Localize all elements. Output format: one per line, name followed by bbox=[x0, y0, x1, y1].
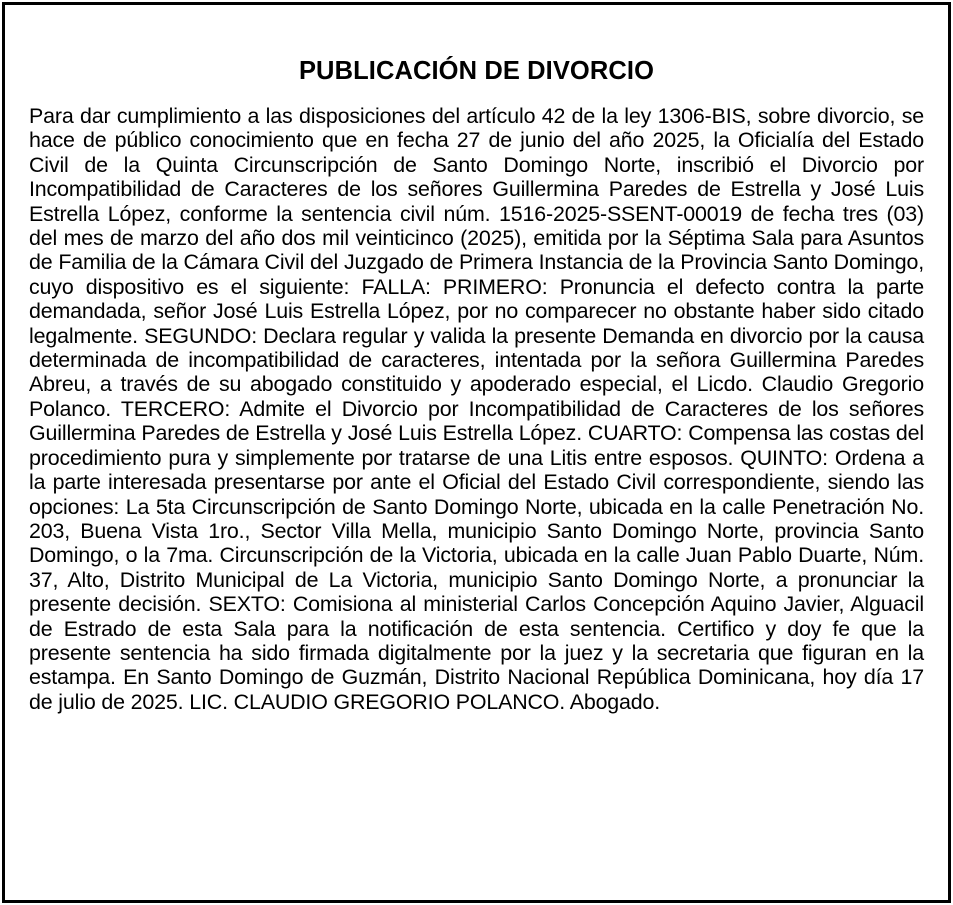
notice-frame bbox=[2, 2, 951, 903]
notice-title: PUBLICACIÓN DE DIVORCIO bbox=[298, 57, 655, 85]
notice-body: Para dar cumplimiento a las disposiciones del artículo 42 de la ley 1306-BIS, sobre divorcio, se hace de público conocimiento que en fecha 27 de junio del año 2025, la Oficialía del Estado Civil de la Quinta Circunscripción de Santo Domingo Norte, inscribió el Divorcio por Incompatibilidad de Caracteres de los señores Guillermina Paredes de Estrella y José Luis Estrella López, conforme la sentencia civil núm. 1516-2025-SSENT-00019 de fecha tres (03) del mes de marzo del año dos mil veinticinco (2025), emitida por la Séptima Sala para Asuntos de Familia de la Cámara Civil del Juzgado de Primera Instancia de la Provincia Santo Domingo, cuyo dispositivo es el siguiente: FALLA: PRIMERO: Pronuncia el defecto contra la parte demandada, señor José Luis Estrella López, por no comparecer no obstante haber sido citado legalmente. SEGUNDO: Declara regular y valida la presente Demanda en divorcio por la causa determinada de incompatibilidad de caracteres, intentada por la señora Guillermina Paredes Abreu, a través de su abogado constituido y apoderado especial, el Licdo. Claudio Gregorio Polanco. TERCERO: Admite el Divorcio por Incompatibilidad de Caracteres de los señores Guillermina Paredes de Estrella y José Luis Estrella López. CUARTO: Compensa las costas del procedimiento pura y simplemente por tratarse de una Litis entre esposos. QUINTO: Ordena a la parte interesada presentarse por ante el Oficial del Estado Civil correspondiente, siendo las opciones: La 5ta Circunscripción de Santo Domingo Norte, ubicada en la calle Penetración No. 203, Buena Vista 1ro., Sector Villa Mella, municipio Santo Domingo Norte, provincia Santo Domingo, o la 7ma. Circunscripción de la Victoria, ubicada en la calle Juan Pablo Duarte, Núm. 37, Alto, Distrito Municipal de La Victoria, municipio Santo Domingo Norte, a pronunciar la presente decisión. SEXTO: Comisiona al ministerial Carlos Concepción Aquino Javier, Alguacil de Estrado de esta Sala para la notificación de esta sentencia. Certifico y doy fe que la presente sentencia ha sido firmada digitalmente por la juez y la secretaria que figuran en la estampa. En Santo Domingo de Guzmán, Distrito Nacional República Dominicana, hoy día 17 de julio de 2025. LIC. CLAUDIO GREGORIO POLANCO. Abogado. bbox=[29, 104, 924, 714]
